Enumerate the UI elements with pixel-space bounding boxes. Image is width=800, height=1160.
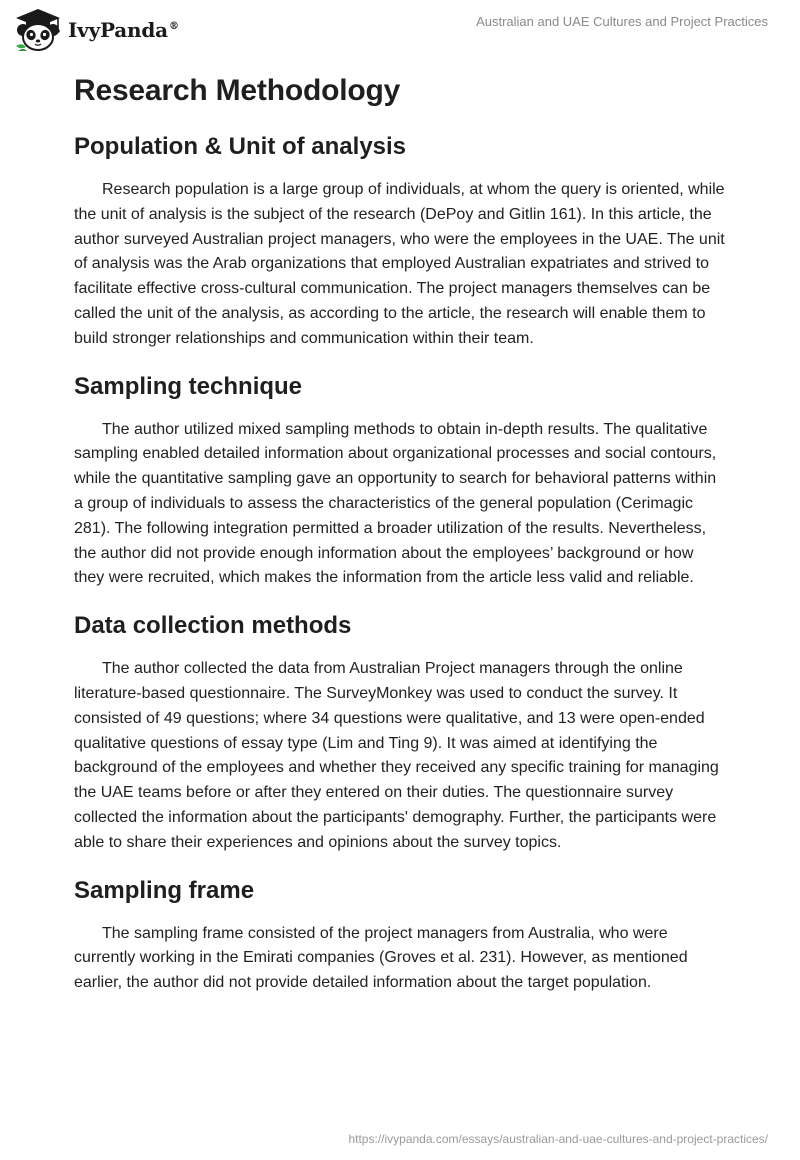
document-title: Australian and UAE Cultures and Project Practices	[476, 14, 768, 29]
section-paragraph-data-collection: The author collected the data from Australian Project managers through the online literature-based questionnaire. The SurveyMonkey was used to conduct the survey. It consisted of 49 questions; where 34 questions were qualitative, and 13 were open-ended qualitative questions of essay type (Lim and Ting 9). It was aimed at identifying the background of the employees and whether they received any specific training for managing the UAE teams before or after they entered on their duties. The questionnaire survey collected the information about the participants' demography. Further, the participants were able to share their experiences and opinions about the survey topics.	[74, 660, 719, 851]
section-heading-sampling-technique: Sampling technique	[74, 372, 303, 400]
section-paragraph-sampling-technique: The author utilized mixed sampling methods to obtain in-depth results. The qualitative sampling enabled detailed information about organizational processes and social contours, while the quantitative sampling gave an opportunity to search for behavioral patterns within a group of individuals to assess the characteristics of the general population (Cerimagic 281). The following integration permitted a broader utilization of the results. Nevertheless, the author did not provide enough information about the employees’ background or how they were recruited, which makes the information from the article less valid and reliable.	[74, 420, 717, 587]
panda-mascot-icon	[14, 8, 62, 52]
section-heading-population: Population & Unit of analysis	[74, 133, 407, 160]
section-heading-data-collection: Data collection methods	[74, 612, 352, 640]
page-header	[0, 0, 800, 60]
section-paragraph-sampling-frame: The sampling frame consisted of the project managers from Australia, who were currently working in the Emirati companies (Groves et al. 231). However, as mentioned earlier, the author did not provide detailed information about the target population.	[74, 924, 688, 992]
ivypanda-logo[interactable]	[14, 8, 179, 52]
source-url-link[interactable]: https://ivypanda.com/essays/australian-and-uae-cultures-and-project-practices/	[348, 1132, 768, 1146]
registered-mark: ®	[168, 21, 179, 33]
section-paragraph-population: Research population is a large group of individuals, at whom the query is oriented, while the unit of analysis is the subject of the research (DePoy and Gitlin 161). In this article, the author surveyed Australian project managers, who were the employees in the UAE. The unit of analysis was the Arab organizations that employed Australian expatriates and strived to facilitate effective cross-cultural communication. The project managers themselves can be called the unit of the analysis, as according to the article, the research will enable them to build stronger relationships and communication within their team.	[74, 181, 725, 347]
brand-name: IvyPanda®	[68, 18, 179, 42]
page-title: Research Methodology	[74, 74, 401, 107]
article-body	[74, 70, 726, 996]
section-heading-sampling-frame: Sampling frame	[74, 876, 255, 904]
